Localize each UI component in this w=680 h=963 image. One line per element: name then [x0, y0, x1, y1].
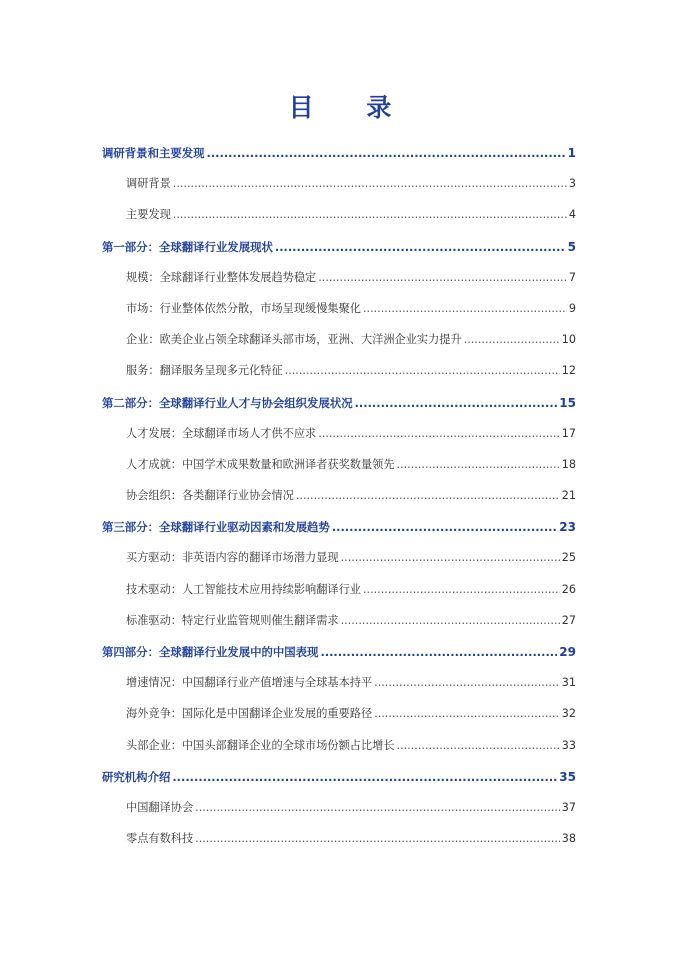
- toc-page-number: 17: [561, 426, 576, 440]
- toc-dot-leader: [285, 362, 560, 380]
- toc-subsection-entry[interactable]: [102, 175, 576, 206]
- toc-entry-label: 调研背景: [126, 177, 171, 191]
- toc-page-number: 15: [559, 395, 576, 410]
- toc-page-number: 29: [559, 645, 576, 659]
- toc-page-number: 26: [561, 582, 576, 596]
- toc-dot-leader: [173, 206, 567, 224]
- toc-subsection-entry[interactable]: [102, 799, 576, 830]
- toc-subsection-entry[interactable]: [102, 830, 576, 861]
- toc-dot-leader: [374, 705, 560, 723]
- toc-section-entry[interactable]: [102, 144, 576, 175]
- toc-page-number: 1: [567, 146, 576, 160]
- toc-page-number: 7: [568, 270, 576, 284]
- toc-dot-leader: [341, 612, 560, 630]
- toc-section-entry[interactable]: [102, 768, 576, 799]
- toc-subsection-entry[interactable]: [102, 737, 576, 768]
- toc-subsection-entry[interactable]: [102, 581, 576, 612]
- toc-entry-label: 零点有数科技: [126, 832, 194, 846]
- toc-entry-label: 人才成就：中国学术成果数量和欧洲译者获奖数量领先: [126, 457, 395, 471]
- toc-dot-leader: [397, 737, 560, 755]
- toc-subsection-entry[interactable]: [102, 331, 576, 362]
- toc-page-number: 5: [567, 239, 576, 254]
- toc-entry-label: 市场：行业整体依然分散，市场呈现缓慢集聚化: [126, 301, 361, 315]
- toc-entry-label: 研究机构介绍: [102, 769, 171, 784]
- toc-entry-label: 协会组织：各类翻译行业协会情况: [126, 489, 294, 503]
- toc-page-number: 32: [561, 707, 576, 721]
- toc-page-number: 10: [561, 333, 576, 347]
- toc-dot-leader: [363, 300, 567, 318]
- toc-dot-leader: [318, 425, 560, 443]
- toc-page-number: 27: [561, 613, 576, 627]
- toc-subsection-entry[interactable]: [102, 549, 576, 580]
- toc-page-number: 4: [568, 208, 576, 222]
- toc-page-number: 21: [561, 489, 576, 503]
- toc-dot-leader: [275, 238, 566, 256]
- toc-page-number: 12: [561, 364, 576, 378]
- toc-subsection-entry[interactable]: [102, 487, 576, 518]
- toc-dot-leader: [374, 674, 560, 692]
- toc-entry-label: 规模：全球翻译行业整体发展趋势稳定: [126, 270, 317, 284]
- toc-dot-leader: [341, 549, 560, 567]
- toc-section-entry[interactable]: [102, 643, 576, 674]
- toc-entry-label: 企业：欧美企业占领全球翻译头部市场，亚洲、大洋洲企业实力提升: [126, 333, 462, 347]
- toc-entry-label: 人才发展：全球翻译市场人才供不应求: [126, 426, 317, 440]
- toc-dot-leader: [363, 581, 560, 599]
- toc-entry-label: 服务：翻译服务呈现多元化特征: [126, 364, 283, 378]
- toc-page-number: 31: [561, 676, 576, 690]
- toc-page-number: 18: [561, 457, 576, 471]
- toc-subsection-entry[interactable]: [102, 674, 576, 705]
- toc-section-entry[interactable]: [102, 394, 576, 425]
- toc-dot-leader: [318, 269, 567, 287]
- toc-dot-leader: [195, 830, 560, 848]
- toc-page-number: 35: [559, 769, 576, 784]
- toc-dot-leader: [296, 487, 560, 505]
- table-of-contents: [102, 144, 576, 861]
- toc-dot-leader: [464, 331, 560, 349]
- toc-subsection-entry[interactable]: [102, 425, 576, 456]
- toc-entry-label: 买方驱动：非英语内容的翻译市场潜力显现: [126, 551, 339, 565]
- toc-dot-leader: [172, 768, 557, 786]
- toc-dot-leader: [173, 175, 567, 193]
- toc-subsection-entry[interactable]: [102, 269, 576, 300]
- toc-entry-label: 技术驱动：人工智能技术应用持续影响翻译行业: [126, 582, 361, 596]
- toc-entry-label: 第二部分：全球翻译行业人才与协会组织发展状况: [102, 395, 353, 410]
- toc-entry-label: 增速情况：中国翻译行业产值增速与全球基本持平: [126, 676, 373, 690]
- toc-entry-label: 第四部分：全球翻译行业发展中的中国表现: [102, 645, 319, 659]
- toc-subsection-entry[interactable]: [102, 612, 576, 643]
- toc-subsection-entry[interactable]: [102, 206, 576, 237]
- toc-page-number: 9: [568, 301, 576, 315]
- toc-entry-label: 标准驱动：特定行业监管规则催生翻译需求: [126, 613, 339, 627]
- toc-dot-leader: [207, 144, 566, 162]
- toc-dot-leader: [332, 518, 557, 536]
- toc-page-number: 38: [561, 832, 576, 846]
- page-title: 目 录: [288, 93, 414, 122]
- toc-page-number: 37: [561, 800, 576, 814]
- toc-entry-label: 中国翻译协会: [126, 800, 194, 814]
- toc-entry-label: 第三部分：全球翻译行业驱动因素和发展趋势: [102, 520, 330, 535]
- toc-page-number: 3: [568, 177, 576, 191]
- toc-subsection-entry[interactable]: [102, 362, 576, 393]
- toc-dot-leader: [195, 799, 560, 817]
- toc-section-entry[interactable]: [102, 518, 576, 549]
- toc-page-number: 23: [559, 520, 576, 535]
- toc-subsection-entry[interactable]: [102, 456, 576, 487]
- toc-entry-label: 头部企业：中国头部翻译企业的全球市场份额占比增长: [126, 738, 395, 752]
- toc-entry-label: 主要发现: [126, 208, 171, 222]
- toc-entry-label: 调研背景和主要发现: [102, 146, 205, 160]
- toc-dot-leader: [320, 643, 557, 661]
- toc-entry-label: 海外竞争：国际化是中国翻译企业发展的重要路径: [126, 707, 373, 721]
- toc-subsection-entry[interactable]: [102, 705, 576, 736]
- toc-page-number: 25: [561, 551, 576, 565]
- toc-entry-label: 第一部分：全球翻译行业发展现状: [102, 239, 273, 254]
- toc-dot-leader: [355, 394, 558, 412]
- toc-subsection-entry[interactable]: [102, 300, 576, 331]
- toc-dot-leader: [397, 456, 560, 474]
- toc-page-number: 33: [561, 738, 576, 752]
- toc-section-entry[interactable]: [102, 238, 576, 269]
